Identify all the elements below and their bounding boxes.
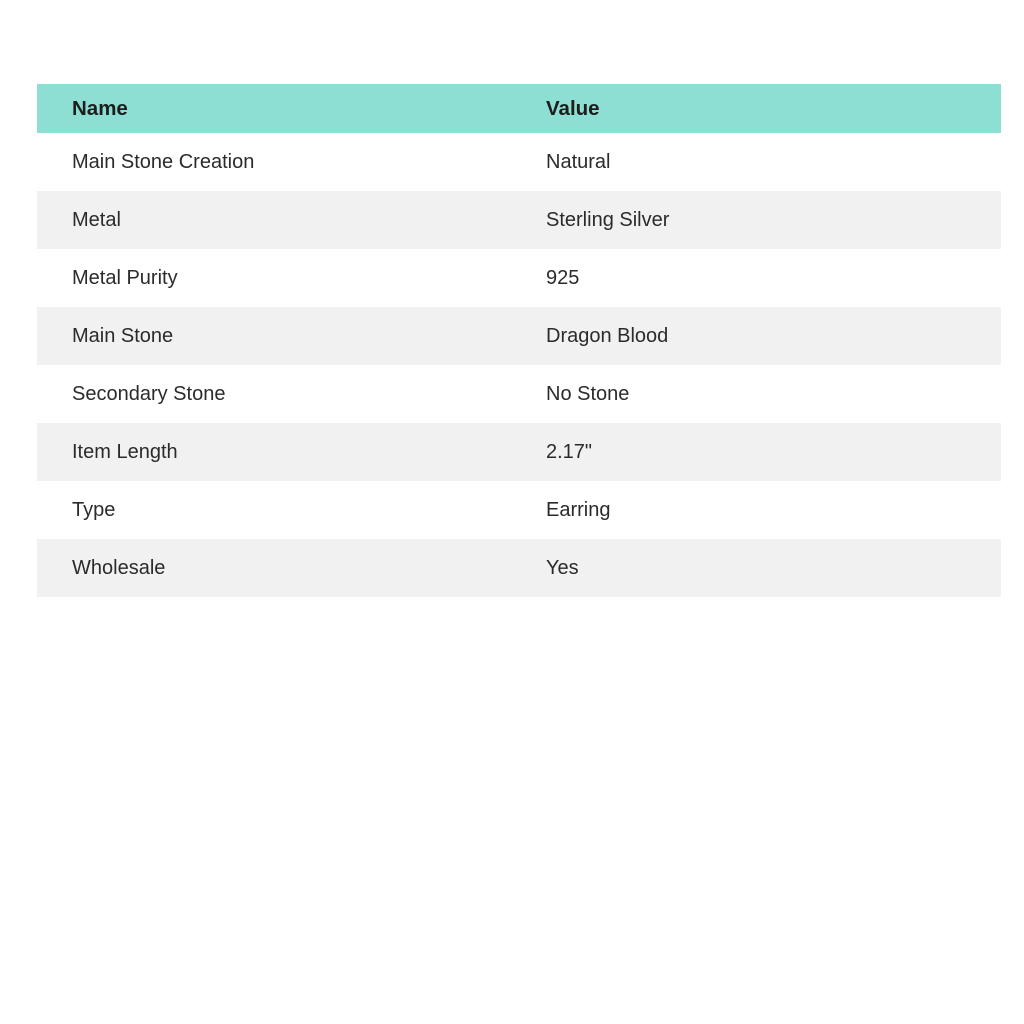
table-row	[37, 191, 1001, 249]
cell-attribute-value: 2.17"	[524, 423, 1001, 481]
cell-attribute-value: Sterling Silver	[524, 191, 1001, 249]
table-row	[37, 365, 1001, 423]
cell-attribute-value: Yes	[524, 539, 1001, 597]
table-header-row	[37, 84, 1001, 133]
cell-attribute-name: Secondary Stone	[37, 365, 524, 423]
cell-attribute-name: Item Length	[37, 423, 524, 481]
table-row	[37, 307, 1001, 365]
table-row	[37, 133, 1001, 191]
cell-attribute-name: Main Stone Creation	[37, 133, 524, 191]
cell-attribute-value: Earring	[524, 481, 1001, 539]
cell-attribute-value: Dragon Blood	[524, 307, 1001, 365]
table-header	[37, 84, 1001, 133]
cell-attribute-name: Metal Purity	[37, 249, 524, 307]
cell-attribute-name: Main Stone	[37, 307, 524, 365]
cell-attribute-value: No Stone	[524, 365, 1001, 423]
table-body	[37, 133, 1001, 597]
table-row	[37, 539, 1001, 597]
cell-attribute-name: Metal	[37, 191, 524, 249]
column-header-name: Name	[37, 84, 524, 133]
product-specification-table	[37, 84, 1001, 597]
cell-attribute-name: Wholesale	[37, 539, 524, 597]
cell-attribute-name: Type	[37, 481, 524, 539]
cell-attribute-value: 925	[524, 249, 1001, 307]
column-header-value: Value	[524, 84, 1001, 133]
cell-attribute-value: Natural	[524, 133, 1001, 191]
table-row	[37, 423, 1001, 481]
table-row	[37, 249, 1001, 307]
table-row	[37, 481, 1001, 539]
